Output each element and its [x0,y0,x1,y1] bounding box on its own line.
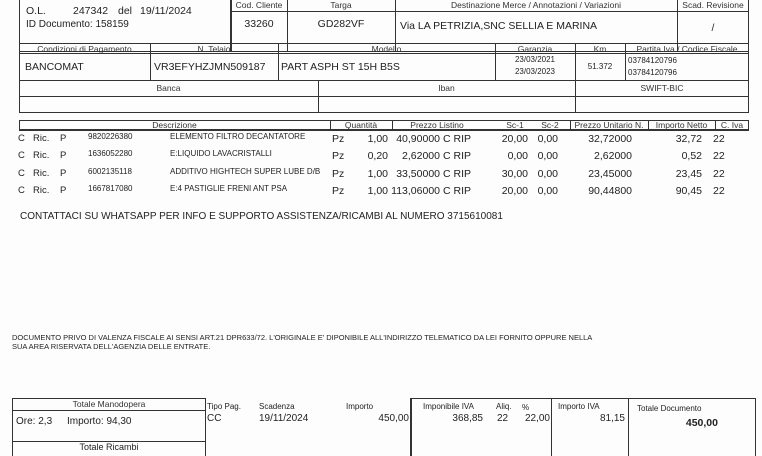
telaio: VR3EFYHZJMN509187 [154,61,266,73]
destinazione-label: Destinazione Merce / Annotazioni / Variazioni [451,0,621,10]
scadenza: 19/11/2024 [259,413,309,424]
item-desc: E:LIQUIDO LAVACRISTALLI [170,149,272,159]
item-um: Pz [332,133,345,145]
col-c-iva: C. Iva [720,120,744,130]
ol-label: O.L. [26,5,46,17]
pagamento: BANCOMAT [25,61,84,73]
targa: GD282VF [317,18,365,30]
partita-iva: 03784120796 [628,56,677,65]
imponibile: 368,85 [452,413,483,424]
garanzia-end: 23/03/2023 [514,67,556,76]
item-listino: 33,50000 [396,167,440,180]
item-um: Pz [332,184,345,197]
id-documento: ID Documento: 158159 [26,19,129,30]
ol-number: 247342 [73,5,109,17]
item-code: 9820226380 [88,132,133,141]
aliquota: 22 [497,413,509,424]
item-desc: E:4 PASTIGLIE FRENI ANT PSA [170,183,288,193]
item-sc2: 0,00 [537,150,558,163]
col-importo-netto: Importo Netto [655,120,708,130]
item-code: 6002135118 [88,166,132,176]
importo-iva: 81,15 [599,413,625,424]
item-qty: 1,00 [367,184,388,197]
item-iva: 22 [713,167,725,180]
piva-label: Partita Iva / Codice Fiscale [636,44,738,54]
item-unit: 23,45000 [588,167,632,180]
item-desc: ADDITIVO HIGHTECH SUPER LUBE D/B [170,166,321,176]
garanzia-label: Garanzia [517,44,553,54]
item-flag: C RIP [443,184,472,197]
item-netto: 90,45 [675,184,702,197]
perc-label: % [522,403,530,412]
banca-label: Banca [156,83,181,93]
item-flag: C RIP [443,133,472,145]
item-c: C [18,167,25,179]
codice-fiscale: 03784120796 [628,68,677,77]
targa-label: Targa [330,0,352,10]
item-c: C [18,133,25,144]
item-desc: ELEMENTO FILTRO DECANTATORE [170,132,306,141]
modello: PART ASPH ST 15H B5S [281,61,400,73]
item-sc2: 0,00 [537,184,558,197]
importo: 450,00 [378,413,409,424]
destinazione: Via LA PETRIZIA,SNC SELLIA E MARINA [400,20,598,32]
item-iva: 22 [713,150,725,163]
item-flag: C RIP [443,150,472,163]
km: 51.372 [587,62,613,71]
ol-date: 19/11/2024 [140,5,192,17]
item-listino: 2,62000 [402,150,440,163]
item-um: Pz [332,150,345,163]
item-c: C [18,150,25,162]
item-p: P [60,167,67,179]
disclaimer-line-1: DOCUMENTO PRIVO DI VALENZA FISCALE AI SENSI ART.21 DPR633/72. L'ORIGINALE E' DIPONIBILE ALL'INDIRIZZO TELEMATICO DA LEI FORNITO OPPURE NELLA [12,333,593,342]
scad-revisione-label: Scad. Revisione [682,0,744,10]
item-ric: Ric. [33,184,50,196]
item-sc1: 20,00 [501,184,528,197]
telaio-label: N. Telaio [197,44,231,54]
ore: Ore: 2,3 [16,416,53,427]
ricambi-label: Totale Ricambi [79,442,139,452]
item-sc1: 0,00 [507,150,528,163]
col-prezzo-listino: Prezzo Listino [410,120,464,130]
tipo-pag: CC [207,413,222,424]
item-qty: 1,00 [367,167,388,180]
item-c: C [18,184,25,196]
item-code: 1667817080 [88,183,133,193]
importo-iva-label: Importo IVA [558,402,600,411]
item-ric: Ric. [33,150,50,162]
item-code: 1636052280 [88,149,133,159]
cod-cliente-label: Cod. Cliente [235,0,283,10]
item-p: P [60,133,67,144]
disclaimer-line-2: SUA AREA RISERVATA DELL'AGENZIA DELLE ENTRATE. [12,342,211,351]
item-unit: 2,62000 [594,150,632,163]
col-prezzo-unitario: Prezzo Unitario N. [574,120,644,130]
item-qty: 0,20 [367,150,388,163]
garanzia-start: 23/03/2021 [514,55,556,64]
col-sc1: Sc-1 [506,120,524,130]
scad-revisione: / [711,22,715,34]
item-iva: 22 [713,184,725,197]
item-sc1: 20,00 [501,133,528,145]
item-um: Pz [332,167,345,180]
scadenza-label: Scadenza [259,402,295,411]
item-p: P [60,184,67,196]
item-flag: C RIP [443,167,472,180]
tipo-pag-label: Tipo Pag. [207,402,241,411]
km-label: Km [593,44,607,54]
item-sc1: 30,00 [501,167,528,180]
totale-label: Totale Documento [637,404,702,413]
item-listino: 113,06000 [391,184,440,197]
cod-cliente: 33260 [244,18,274,30]
item-ric: Ric. [33,167,50,179]
totale-documento: 450,00 [685,417,718,429]
swift-label: SWIFT-BIC [640,83,684,93]
pagamento-label: Condizioni di Pagamento [37,44,132,54]
item-unit: 32,72000 [588,133,632,145]
item-sc2: 0,00 [537,167,558,180]
percentuale: 22,00 [524,413,550,424]
item-netto: 23,45 [675,167,702,180]
col-descrizione: Descrizione [152,120,197,130]
aliq-label: Aliq. [496,402,512,411]
col-sc2: Sc-2 [541,120,559,130]
item-sc2: 0,00 [537,133,558,145]
item-ric: Ric. [33,133,50,144]
importo-manodopera: Importo: 94,30 [67,416,132,427]
col-quantita: Quantità [344,120,378,130]
item-netto: 32,72 [675,133,702,145]
item-unit: 90,44800 [588,184,632,197]
item-netto: 0,52 [681,150,702,163]
item-qty: 1,00 [367,133,388,145]
item-p: P [60,150,67,162]
item-iva: 22 [713,133,725,145]
imponibile-label: Imponibile IVA [423,402,474,411]
modello-label: Modello [371,44,402,54]
manodopera-label: Totale Manodopera [72,399,146,409]
del-label: del [118,5,133,17]
iban-label: Iban [438,83,455,93]
whatsapp-note: CONTATTACI SU WHATSAPP PER INFO E SUPPORTO ASSISTENZA/RICAMBI AL NUMERO 3715610081 [20,211,503,222]
item-listino: 40,90000 [396,133,440,145]
importo-label: Importo [346,402,374,411]
